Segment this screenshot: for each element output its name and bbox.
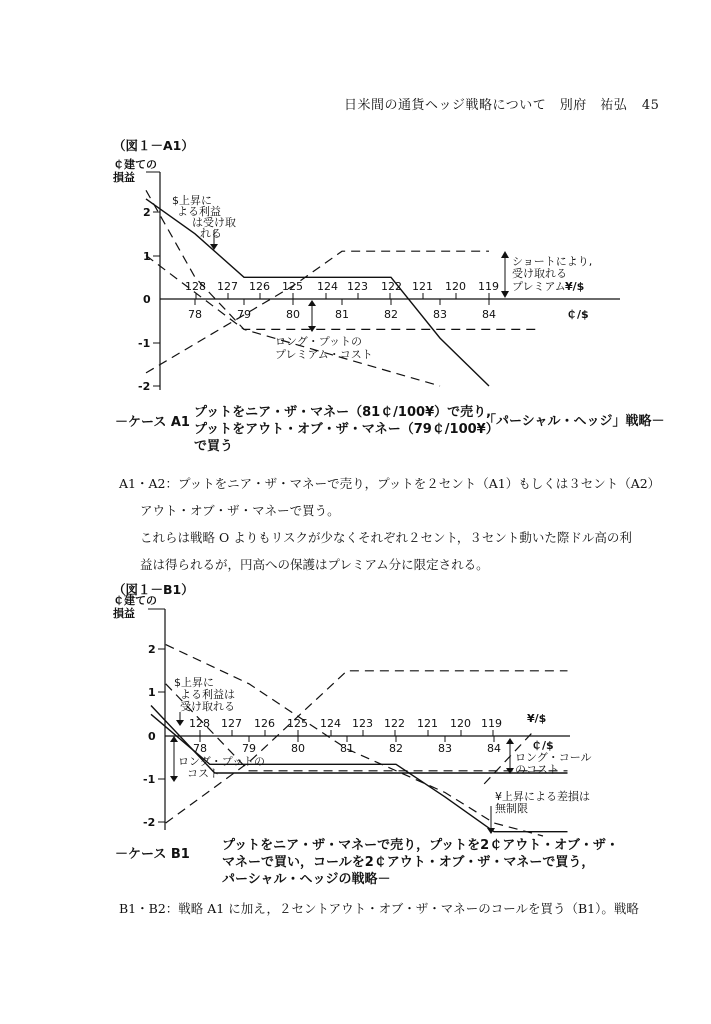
b1-ytick-label-m1: -1 — [143, 773, 156, 786]
b1-profit-arrowhead — [176, 720, 184, 726]
b1-yen-label-123: 123 — [352, 717, 373, 730]
b1-ann-loss-2: 無制限 — [495, 802, 528, 815]
b1-ann-profit-1: $上昇に — [174, 676, 214, 689]
figure-b1-caption-line1: プットをニア・ザ・マネーで売り，プットを2￠アウト・オブ・ザ・ — [222, 838, 619, 853]
b1-yen-label-122: 122 — [384, 717, 405, 730]
b1-ann-long-call-2: のコスト — [515, 763, 559, 776]
figure-a1-ylabel-line2: 損益 — [113, 171, 135, 184]
a1-yen-axis-label: ¥/$ — [565, 280, 585, 293]
b1-ann-long-put-2: コスト — [187, 767, 220, 780]
a1-ytick-label-1: 1 — [143, 250, 151, 263]
a1-ann-short-3: プレミアム — [512, 280, 566, 293]
b1-long-put-arrowhead-down — [170, 776, 178, 782]
b1-long-call-arrowhead-up — [506, 738, 514, 744]
a1-ytick-label-0: 0 — [143, 293, 151, 306]
page-number: 45 — [641, 98, 660, 113]
b1-cent-label-78: 78 — [193, 742, 207, 755]
b1-cent-label-82: 82 — [389, 742, 403, 755]
b1-loss-annotation — [487, 789, 590, 834]
figure-a1-ylabel-line1: ￠建ての — [113, 158, 157, 171]
a1-ann-profit-1: $上昇に — [172, 194, 212, 207]
b1-ann-profit-2: よる利益は — [180, 688, 235, 701]
paragraph-1-line4: 益は得られるが，円高への保護はプレミアム分に限定される。 — [140, 557, 489, 572]
figure-b1-caption-line3: パーシャル・ヘッジの戦略－ — [222, 872, 391, 887]
a1-ann-short-2: 受け取れる — [512, 267, 567, 280]
b1-cent-label-84: 84 — [487, 742, 501, 755]
running-head-text: 日米間の通貨ヘッジ戦略について 別府 祐弘 — [344, 98, 628, 113]
a1-yen-label-122: 122 — [381, 280, 402, 293]
a1-yen-label-127: 127 — [217, 280, 238, 293]
b1-cent-axis-label: ￠/$ — [531, 739, 554, 752]
b1-yen-ticks — [200, 730, 493, 736]
figure-a1-caption-line3: で買う — [194, 439, 234, 454]
b1-ytick-label-1: 1 — [148, 686, 156, 699]
figure-a1-title: （図１－A1） — [113, 138, 194, 153]
b1-yen-axis-label: ¥/$ — [527, 712, 547, 725]
b1-series-line-3 — [166, 645, 543, 836]
b1-ann-long-call-1: ロング・コール — [515, 751, 592, 764]
a1-ann-profit-3: は受け取 — [192, 216, 236, 229]
a1-ann-profit-2: よる利益 — [177, 205, 221, 218]
a1-ann-long-put-1: ロング・プットの — [275, 335, 363, 348]
a1-ann-long-put-2: プレミアム・コスト — [275, 348, 373, 361]
a1-cent-label-80: 80 — [286, 308, 300, 321]
b1-cent-label-83: 83 — [438, 742, 452, 755]
b1-yen-label-126: 126 — [254, 717, 275, 730]
a1-cent-label-82: 82 — [384, 308, 398, 321]
b1-yen-label-127: 127 — [221, 717, 242, 730]
figure-b1-caption-line2: マネーで買い，コールを2￠アウト・オブ・ザ・マネーで買う， — [222, 855, 595, 870]
b1-cent-label-79: 79 — [242, 742, 256, 755]
b1-ytick-label-2: 2 — [148, 643, 156, 656]
b1-ann-long-put-1: ロング・プットの — [178, 755, 266, 768]
a1-yen-label-124: 124 — [317, 280, 338, 293]
b1-yen-label-119: 119 — [481, 717, 502, 730]
a1-ann-short-1: ショートにより, — [512, 255, 593, 268]
a1-yen-label-123: 123 — [347, 280, 368, 293]
b1-yen-label-120: 120 — [450, 717, 471, 730]
b1-ytick-label-0: 0 — [148, 730, 156, 743]
a1-cent-axis-label: ￠/$ — [566, 308, 589, 321]
a1-yen-label-125: 125 — [282, 280, 303, 293]
b1-cent-label-81: 81 — [340, 742, 354, 755]
figure-a1-caption-line1: プットをニア・ザ・マネー（81￠/100¥）で売り, — [194, 405, 492, 420]
figure-b1-caption-prefix: －ケース B1 — [115, 847, 190, 862]
a1-yen-label-120: 120 — [445, 280, 466, 293]
figure-a1-caption-line2: プットをアウト・オブ・ザ・マネー（79￠/100¥） — [194, 422, 499, 437]
figure-a1-caption-suffix: 「パーシャル・ヘッジ」戦略－ — [483, 414, 665, 429]
b1-cent-label-80: 80 — [291, 742, 305, 755]
b1-yen-label-128: 128 — [189, 717, 210, 730]
b1-ann-loss-1: ¥上昇による差損は — [495, 790, 590, 803]
a1-cent-label-83: 83 — [433, 308, 447, 321]
a1-cent-label-79: 79 — [237, 308, 251, 321]
a1-ytick-label-m2: -2 — [138, 380, 151, 393]
figure-b1-ylabel-line1: ￠建ての — [113, 594, 157, 607]
b1-ytick-label-m2: -2 — [143, 816, 156, 829]
a1-yen-label-121: 121 — [412, 280, 433, 293]
paragraph-1-line3: これらは戦略 O よりもリスクが少なくそれぞれ２セント，３セント動いた際ドル高の利 — [140, 530, 632, 545]
a1-cent-label-78: 78 — [188, 308, 202, 321]
figure-b1-caption-body — [222, 837, 619, 888]
b1-yen-label-124: 124 — [320, 717, 341, 730]
a1-yen-label-126: 126 — [249, 280, 270, 293]
a1-ytick-label-m1: -1 — [138, 337, 151, 350]
a1-cent-label-84: 84 — [482, 308, 496, 321]
a1-ann-profit-4: れる — [200, 227, 222, 240]
a1-cent-label-81: 81 — [335, 308, 349, 321]
paragraph-2-line1: B1・B2：戦略 A1 に加え，２セントアウト・オブ・ザ・マネーのコールを買う（B1）。戦略 — [119, 901, 639, 916]
b1-yen-label-121: 121 — [417, 717, 438, 730]
a1-ytick-label-2: 2 — [143, 206, 151, 219]
figure-b1-title: （図１－B1） — [113, 582, 194, 597]
b1-ann-profit-3: 受け取れる — [180, 700, 235, 713]
a1-yen-label-128: 128 — [185, 280, 206, 293]
paragraph-1-line1: A1・A2：プットをニア・ザ・マネーで売り，プットを２セント（A1）もしくは３セント（A2） — [119, 476, 661, 491]
a1-yen-label-119: 119 — [478, 280, 499, 293]
paragraph-1-line2: アウト・オブ・ザ・マネーで買う。 — [140, 503, 340, 518]
figure-a1-caption-prefix: －ケース A1 — [115, 415, 190, 430]
figure-b1-ylabel-line2: 損益 — [113, 607, 135, 620]
b1-yen-label-125: 125 — [287, 717, 308, 730]
